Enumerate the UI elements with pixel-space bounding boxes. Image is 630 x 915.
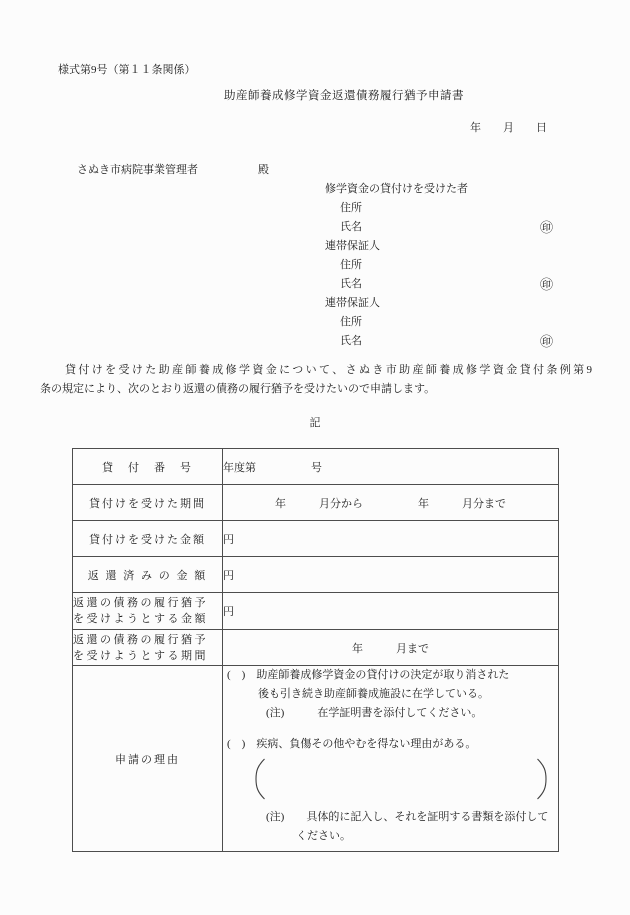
address-label: 住所: [340, 202, 362, 214]
table-row: [73, 521, 559, 557]
address-label: 住所: [340, 259, 362, 271]
loan-table: [72, 448, 559, 852]
fill-in-parens: [253, 758, 549, 800]
addressee-name: さぬき市病院事業管理者: [77, 164, 198, 176]
signer-group: [325, 237, 630, 294]
row-label: 貸 付 番 号: [73, 449, 223, 485]
reason-cell: [223, 666, 559, 852]
reason-note-continuation: ください。: [296, 830, 351, 842]
reason-note: (注) 在学証明書を添付してください。: [266, 707, 483, 719]
reason-note: (注) 具体的に記入し、それを証明する書類を添付して: [266, 811, 549, 823]
reason-item-continuation: 後も引き続き助産師養成施設に在学している。: [258, 688, 489, 700]
row-label-line: を受けようとする金額: [73, 613, 208, 625]
row-value: 年度第 号: [223, 449, 559, 485]
signer-group: [325, 180, 630, 237]
table-row: [73, 557, 559, 593]
signer-group: [325, 294, 630, 351]
record-marker: 記: [309, 417, 321, 429]
row-label-line: を受けようとする期間: [73, 649, 208, 662]
table-row: [73, 593, 559, 630]
paragraph-line: 条の規定により、次のとおり返還の債務の履行猶予を受けたいので申請します。: [40, 383, 436, 395]
right-paren-icon: [536, 758, 549, 800]
row-label-line: 返還の債務の履行猶予: [73, 597, 208, 609]
table-row: [73, 449, 559, 485]
row-label: [73, 593, 223, 630]
name-label: 氏名: [340, 335, 362, 347]
name-row: [325, 275, 553, 294]
signer-role: 連帯保証人: [325, 240, 380, 252]
row-label-line: 返還の債務の履行猶予: [73, 633, 208, 646]
name-row: [325, 332, 553, 351]
name-label: 氏名: [340, 278, 362, 290]
addressee-line: [77, 161, 630, 180]
seal-icon: ㊞: [539, 334, 553, 349]
row-label: 貸付けを受けた期間: [73, 485, 223, 521]
table-row: [73, 666, 559, 852]
left-paren-icon: [253, 758, 266, 800]
paragraph-line: 貸付けを受けた助産師養成修学資金について、さぬき市助産師養成修学資金貸付条例第9: [65, 364, 592, 376]
signer-role: 修学資金の貸付けを受けた者: [325, 183, 468, 195]
form-number: 様式第9号（第１１条関係）: [58, 64, 196, 76]
document-title: 助産師養成修学資金返還債務履行猶予申請書: [224, 90, 464, 102]
reason-item: ( ) 疾病、負傷その他やむを得ない理由がある。: [227, 738, 477, 750]
body-paragraph: [40, 361, 592, 399]
signers-block: [325, 180, 630, 351]
row-value: 円: [223, 521, 559, 557]
honorific-label: 殿: [258, 164, 269, 176]
seal-icon: ㊞: [539, 220, 553, 235]
row-value: 円: [223, 557, 559, 593]
address-label: 住所: [340, 316, 362, 328]
row-label: 返 還 済 み の 金 額: [73, 557, 223, 593]
seal-icon: ㊞: [539, 277, 553, 292]
row-label: 申請の理由: [73, 666, 223, 852]
date-line: 年 月 日: [470, 122, 547, 134]
row-label: [73, 630, 223, 666]
row-label: 貸付けを受けた金額: [73, 521, 223, 557]
name-label: 氏名: [340, 221, 362, 233]
signer-role: 連帯保証人: [325, 297, 380, 309]
name-row: [325, 218, 553, 237]
table-row: [73, 485, 559, 521]
reason-item: ( ) 助産師養成修学資金の貸付けの決定が取り消された: [227, 669, 510, 681]
row-value: 年 月分から 年 月分まで: [223, 485, 559, 521]
row-value: 円: [223, 593, 559, 630]
table-row: [73, 630, 559, 666]
row-value: 年 月まで: [223, 630, 559, 666]
